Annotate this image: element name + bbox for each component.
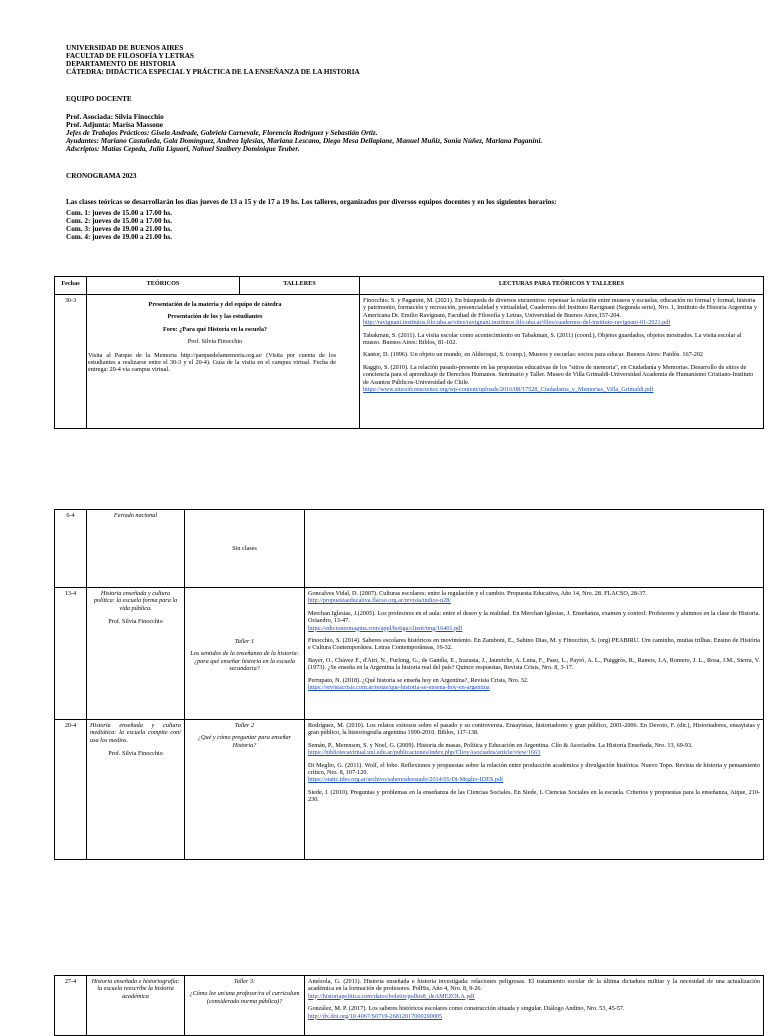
readings-cell: [305, 720, 764, 860]
schedule-table-3: [54, 975, 764, 1036]
table-row: [55, 588, 764, 720]
reading: Finocchio, S. (2014). Saberes escolares históricos en movimiento. En Zamboni, E., Sabino Dias, M. y Finocchio, S. (org) PEABIRU. Um caminho, muitas trilhas. Ensino de História e Cultura Contemporânea. Letras Contemporâneas, 16-32.: [308, 637, 760, 652]
teo-line: Presentación de la materia y del equipo de cátedra: [148, 301, 282, 308]
university-line: UNIVERSIDAD DE BUENOS AIRES: [66, 44, 184, 52]
reading: Kantor, D. (1996). Un objeto un mundo, en Alderoqui, S. (comp.), Museos y escuelas: socios para educar. Buenos Aires: Paidós. 167-202: [363, 351, 704, 359]
taller-text: Los sentidos de la enseñanza de la historia: ¿para qué enseñar historia en la escuela secundaria?: [190, 650, 299, 673]
schedule-table-2: [54, 509, 764, 860]
taller-title: Taller 3:: [233, 978, 256, 985]
taller-text: ¿Qué y cómo preguntar para enseñar Historia?: [197, 734, 292, 749]
reading: Bayer, O., Chávez F., d'Atri, N., Furlong, G., de Gandía, E., Irazusta, J., Jauretche, A. Luna, F., Paso, L., Payró, A. L., Puiggrós, R., Ramos, J.A, Romero, J. L., Rosa, J.M., Sierra, V. (1973). ¿Se enseña en la Argentina la historia real del país? Quince respuestas, Revista Crisis, Nro. 8, 3-17.: [308, 656, 760, 672]
talleres-cell: [185, 976, 305, 1036]
reading-link[interactable]: https://bibliotecavirtual.unl.edu.ar/publicaciones/index.php/ClioyAsociados/article/view/1663: [308, 749, 541, 757]
reading-link[interactable]: https://edicionesmagina.com/appl/botiga/client/img/16401.pdf: [308, 624, 463, 632]
date-cell: 20-4: [55, 720, 87, 860]
reading: Semán, P., Merenson, S. y Noel, G. (2009). Historia de masas, Política y Educación en Argentina. Clío & Asociados. La Historia Enseñada, Nro. 13, 69-93.: [308, 741, 693, 749]
staff-line: Prof. Adjunta: Marisa Massone: [66, 121, 163, 129]
staff-line: Ayudantes: Mariano Castañeda, Gala Domínguez, Andrea Iglesias, Mariana Lescano, Diego Mesa Dellapiane, Manuel Muñiz, Sonia Núñez, Mariana Paganini.: [66, 137, 543, 145]
col-header-teoricos: TEÓRICOS: [87, 277, 240, 295]
col-header-lecturas: LECTURAS PARA TEÓRICOS Y TALLERES: [360, 277, 764, 295]
teoricos-cell: [87, 295, 360, 429]
reading-link[interactable]: https://static.ides.org.ar/archivo/saberesdeestado/2014/05/Di-Meglio-IDES.pdf: [308, 776, 504, 784]
staff-line: Jefes de Trabajos Prácticos: Gisela Andrade, Gabriela Carnevale, Florencia Rodríguez y Sebastián Ortiz.: [66, 129, 378, 137]
talleres-cell: [185, 720, 305, 860]
visita-text: Visita al Parque de la Memoria http://parquedelamemoria.org.ar/ (Visita por cuenta de los estudiantes a realizarse entre el 30-3 y el 20-4). Guía de la visita en el campus virtual. Fecha de entrega: 20-4 vía campus virtual.: [88, 351, 336, 374]
reading: Raggio, S. (2010). La relación pasado-presente en las propuestas educativas de los "sitios de memoria", en Ciudadanía y Memorias. Desarrollo de sitios de conciencia para el aprendizaje de Derechos Humanos. Seminario y Taller. Museo de Villa Grimaldi-Universidad Academia de Humanismo Cristiano-Instituto de Asuntos Públicos-Universidad de Chile.: [363, 363, 754, 386]
staff-list: [66, 113, 542, 153]
date-cell: 27-4: [55, 976, 87, 1036]
reading-link[interactable]: http://ravignani.institutos.filo.uba.ar/sites/ravignani.institutos.filo.uba.ar/files/cuadernos-del-instituto-ravignani-01-2021.pdf: [363, 319, 671, 327]
staff-line: Adscriptos: Matías Cepeda, Julia Liguori, Nahuel Szaibery Dominique Teuber.: [66, 145, 300, 153]
comision-line: Com. 3: jueves de 19.00 a 21.00 hs.: [66, 225, 173, 233]
date-cell: 6-4: [55, 510, 87, 588]
comision-line: Com. 1: jueves de 15.00 a 17.00 hs.: [66, 209, 173, 217]
teo-line: Presentación de los y las estudiantes: [167, 313, 263, 321]
table-row: [55, 510, 764, 588]
reading: Siede, I. (2010). Preguntas y problemas en la enseñanza de las Ciencias Sociales. En Siede, I. Ciencias Sociales en la escuela. Criterios y propuestas para la enseñanza, Aique, 210-230.: [308, 788, 760, 804]
date-cell: 13-4: [55, 588, 87, 720]
teo-prof: Prof. Silvia Finocchio: [108, 750, 163, 758]
readings-cell: [305, 976, 764, 1036]
comision-line: Com. 4: jueves de 19.00 a 21.00 hs.: [66, 233, 173, 241]
teoricos-cell: [87, 720, 185, 860]
teoricos-cell: [87, 588, 185, 720]
talleres-cell: Sin clases: [185, 510, 305, 588]
department-line: DEPARTAMENTO DE HISTORIA: [66, 60, 176, 68]
col-header-talleres: TALLERES: [240, 277, 360, 295]
teo-prof: Prof. Silvia Finocchio: [108, 618, 163, 626]
date-cell: 30-3: [55, 295, 87, 429]
reading: Goncalves Vidal, D. (2007). Culturas escolares: entre la regulación y el cambio. Propuesta Educativa, Año 14, Nro. 28. FLACSO, 28-37.: [308, 590, 647, 597]
table-row: [55, 295, 764, 429]
taller-text: ¿Cómo lee un/una profesor/ra el curriculum (considerado norma pública)?: [189, 990, 300, 1005]
reading: Merchan Iglesias, J.(2005). Los profesores en el aula: entre el deseo y la realidad. En Merchan Iglesias, J. Enseñanza, examen y control: Profesores y alumnos en la clase de Historia. Octaedro, 13-47.: [308, 609, 760, 625]
reading: González, M. P. (2017). Los saberes históricos escolares como construcción situada y singular. Diálogo Andino, Nro. 53, 45-57.: [308, 1005, 625, 1013]
readings-cell: [305, 510, 764, 588]
reading: Di Meglio, G. (2011). Wolf, el lobo. Reflexiones y propuestas sobre la relación entre producción académica y divulgación histórica. Nuevo Topo. Revista de historia y pensamiento crítico, Nro. 8, 107-120.: [308, 761, 760, 777]
readings-cell: [360, 295, 764, 429]
readings-cell: [305, 588, 764, 720]
staff-line: Prof. Asociada: Silvia Finocchio: [66, 113, 164, 121]
table-row: [55, 976, 764, 1036]
teoricos-cell: Feriado nacional: [87, 510, 185, 588]
chair-line: CÁTEDRA: DIDÁCTICA ESPECIAL Y PRÁCTICA DE LA ENSEÑANZA DE LA HISTORIA: [66, 68, 360, 76]
reading: Perrupato, N. (2018). ¿Qué historia se enseña hoy en Argentina?, Revista Crisis, Nro. 32.: [308, 676, 529, 684]
col-header-fechas: Fechas: [55, 277, 87, 295]
reading: Tabakman, S. (2011). La visita escolar como acontecimiento en Tabakman, S. (2011) (coord.), Objetos guardados, objetos mostrados. La visita escolar al museo. Buenos Aires: Biblos, 81-102.: [363, 331, 742, 347]
schedule-table-1: [54, 276, 764, 429]
talleres-cell: [185, 588, 305, 720]
comision-line: Com. 2: jueves de 15.00 a 17.00 hs.: [66, 217, 173, 225]
faculty-line: FACULTAD DE FILOSOFÍA Y LETRAS: [66, 52, 194, 60]
reading: Amézola, G. (2011). Historia enseñada e historia investigada: relaciones peligrosas. El tratamiento escolar de la última dictadura militar y la necesidad de una actualización académica en la formación de profesores. PolHis, Año 4, Nro. 8, 9-26.: [308, 978, 760, 993]
reading: Finocchio. S. y Paganini, M. (2021). En búsqueda de diversos encuentros: repensar la relación entre museos y escuelas, educación no formal y formal, historia y patrimonio, formación y recreación, presencialidad y virtualidad, Cuadernos del Instituto Ravignani (Segunda serie), Nro. 1, Instituto de Historia Argentina y Americana Dr. Emilio Ravignani, Facultad de Filosofía y Letras, Universidad de Buenos Aires,157-204.: [363, 297, 758, 319]
reading-link[interactable]: http://dx.doi.org/10.4067/S0719-26812017000200005: [308, 1012, 443, 1020]
document-header: [66, 44, 360, 76]
cronograma-title: CRONOGRAMA 2023: [66, 172, 137, 180]
taller-title: Taller 1: [234, 638, 255, 645]
reading-link[interactable]: http://historiapolitica.com/datos/boletin/polhis8_deAMEZOLA.pdf: [308, 992, 475, 1000]
teoricos-cell: Historia enseñada e historiografía: la escuela reescribe la historia académica: [87, 976, 185, 1036]
table-row: [55, 720, 764, 860]
teo-text: Historia enseñada y cultura mediática: la escuela compite con/ usa los medios.: [90, 722, 181, 744]
teo-text: Historia enseñada y cultura política: la escuela forma para la vida pública.: [93, 590, 178, 612]
teo-prof: Prof. Silvia Finocchio: [187, 338, 243, 346]
taller-title: Taller 2: [234, 722, 255, 729]
comisiones-list: [66, 209, 172, 241]
reading: Rodríguez, M. (2010). Los relatos exitosos sobre el pasado y su controversia. Ensayistas, historiadores y gran público, 2001-2006. En Devoto, F. (dir.), Historiadores, ensayistas y gran público, la historiografía argentina 1990-2010. Biblos, 117-138.: [308, 722, 760, 737]
intro-text: Las clases teóricas se desarrollarán los días jueves de 13 a 15 y de 17 a 19 hs. Los talleres, organizados por diversos equipos docentes y en los siguientes horarios:: [66, 198, 557, 206]
reading-link[interactable]: https://revistacrisis.com.ar/notas/que-historia-se-ensena-hoy-en-argentina: [308, 684, 490, 692]
teo-line: Foro: ¿Para qué Historia en la escuela?: [162, 325, 268, 333]
equipo-title: EQUIPO DOCENTE: [66, 95, 132, 103]
table-header-row: [55, 277, 764, 295]
reading-link[interactable]: http://propuestaeducativa.flacso.org.ar/revista/indice-n28/: [308, 597, 452, 605]
reading-link[interactable]: https://www.sitesofconscience.org/wp-content/uploads/2016/08/17528_Ciudadania_y_Memorias_Villa_Grimaldi.pdf: [363, 386, 654, 394]
